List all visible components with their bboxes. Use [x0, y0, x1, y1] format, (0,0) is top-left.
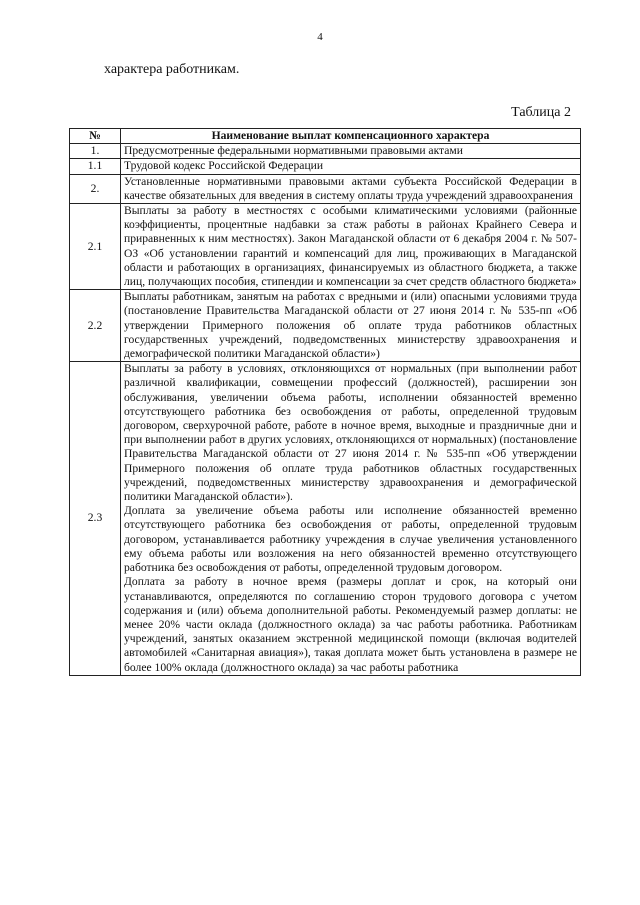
row-description: [121, 144, 581, 159]
table-row: [70, 204, 581, 290]
row-description: [121, 159, 581, 174]
row-number: 2.: [70, 174, 121, 203]
row-description: [121, 174, 581, 203]
table-header-row: [70, 129, 581, 144]
row-number: 1.: [70, 144, 121, 159]
table-caption: Таблица 2: [511, 105, 571, 120]
table-row: [70, 144, 581, 159]
table-header: [70, 129, 581, 144]
row-description: [121, 290, 581, 362]
row-paragraph: Предусмотренные федеральными нормативными правовыми актами: [124, 144, 463, 158]
table-row: [70, 174, 581, 203]
row-description: [121, 204, 581, 290]
row-paragraph: Установленные нормативными правовыми актами субъекта Российской Федерации в качестве обязательных для введения в систему оплаты труда учреждений здравоохранения: [124, 174, 577, 202]
compensation-table: [69, 128, 581, 676]
row-paragraph: Выплаты за работу в условиях, отклоняющихся от нормальных (при выполнении работ различной квалификации, совмещении профессий (должностей), расширении зон обслуживания, увеличении объема работы, исполнении обязанностей временно отсутствующего работника без освобождения от работы, определенной трудовым договором, сверхурочной работе, работе в ночное время, выходные и праздничные дни и при выполнении работ в других условиях, отклоняющихся от нормальных) (постановление Правительства Магаданской области от 27 июня 2014 г. № 535-пп «Об утверждении Примерного положения об оплате труда работников областных государственных учреждений, подведомственных министерству здравоохранения и демографической политики Магаданской области»).: [124, 362, 577, 504]
page-number: 4: [317, 31, 323, 43]
row-paragraph: Выплаты за работу в местностях с особыми климатическими условиями (районные коэффициенты, процентные надбавки за стаж работы в районах Крайнего Севера и приравненных к ним местностях). Закон Магаданской области от 6 декабря 2004 г. № 507-ОЗ «Об установлении гарантий и компенсаций для лиц, проживающих в Магаданской области и работающих в организациях, финансируемых из областного бюджета, а также лиц, получающих пособия, стипендии и компенсации за счет средств областного бюджета»: [124, 204, 577, 289]
intro-text: характера работникам.: [104, 62, 240, 77]
table-row: [70, 159, 581, 174]
row-description: [121, 362, 581, 675]
row-number: 2.1: [70, 204, 121, 290]
table-row: [70, 290, 581, 362]
row-number: 2.2: [70, 290, 121, 362]
header-name: Наименование выплат компенсационного характера: [121, 129, 581, 144]
row-number: 2.3: [70, 362, 121, 675]
row-paragraph: Выплаты работникам, занятым на работах с вредными и (или) опасными условиями труда (постановление Правительства Магаданской области от 27 июня 2014 г. № 535-пп «Об утверждении Примерного положения об оплате труда работников областных государственных учреждений, подведомственных министерству здравоохранения и демографической политики Магаданской области»): [124, 290, 577, 361]
row-number: 1.1: [70, 159, 121, 174]
header-number: №: [70, 129, 121, 144]
row-paragraph: Доплата за увеличение объема работы или исполнение обязанностей временно отсутствующего работника без освобождения от работы, определенной трудовым договором, устанавливается работнику учреждения в случае увеличения установленного ему объема работы или возложения на него обязанностей временно отсутствующего работника без освобождения от работы, определенной трудовым договором.: [124, 504, 577, 575]
table-row: [70, 362, 581, 675]
row-paragraph: Доплата за работу в ночное время (размеры доплат и срок, на который они устанавливаются, определяются по соглашению сторон трудового договора с учетом содержания и (или) объема дополнительной работы. Рекомендуемый размер доплаты: не менее 20% части оклада (должностного оклада) за час работы работника. Работникам учреждений, занятых оказанием экстренной медицинской помощи (включая водителей автомобилей «Санитарная авиация»), такая доплата может быть установлена в размере не более 100% оклада (должностного оклада) за час работы работника: [124, 575, 577, 674]
table-body: [70, 144, 581, 676]
row-paragraph: Трудовой кодекс Российской Федерации: [124, 159, 324, 173]
